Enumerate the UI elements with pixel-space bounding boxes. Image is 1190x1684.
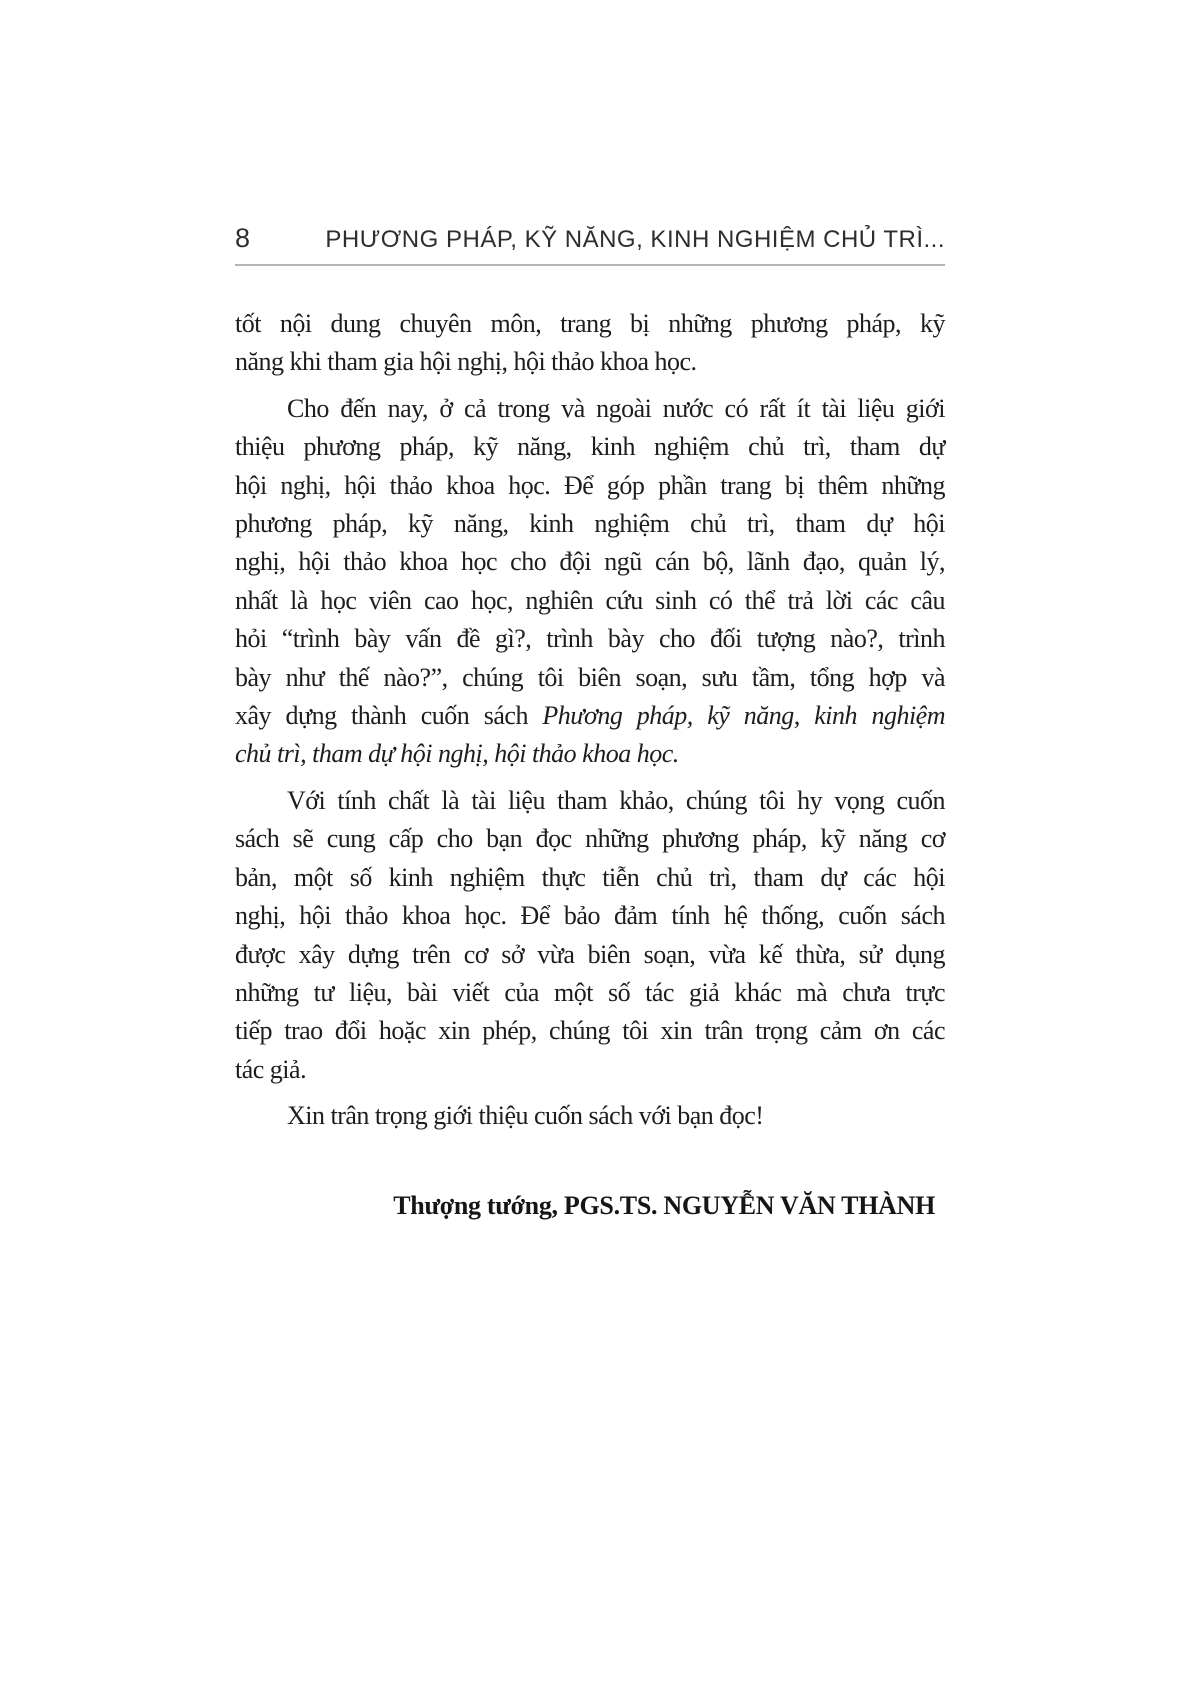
text-segment: nhất là học viên cao học, nghiên cứu sinh có thể trả lời các câu — [235, 585, 945, 615]
paragraph — [235, 1097, 945, 1135]
text-segment: những tư liệu, bài viết của một số tác giả khác mà chưa trực — [235, 977, 945, 1007]
text-segment: bản, một số kinh nghiệm thực tiễn chủ trì, tham dự các hội — [235, 862, 945, 892]
text-line — [235, 467, 945, 505]
text-line — [235, 620, 945, 658]
paragraph — [235, 305, 945, 382]
text-line — [235, 859, 945, 897]
text-line — [235, 390, 945, 428]
text-segment: xây dựng thành cuốn sách — [235, 701, 543, 731]
page-number: 8 — [235, 223, 251, 253]
text-line — [235, 820, 945, 858]
page-body — [235, 305, 945, 1136]
text-line — [235, 543, 945, 581]
text-segment: nghị, hội thảo khoa học cho đội ngũ cán bộ, lãnh đạo, quản lý, — [235, 547, 945, 577]
text-segment: Xin trân trọng giới thiệu cuốn sách với bạn đọc! — [287, 1101, 764, 1131]
text-line — [235, 897, 945, 935]
text-line — [235, 974, 945, 1012]
text-line — [235, 582, 945, 620]
text-line — [235, 936, 945, 974]
paragraph — [235, 390, 945, 774]
text-line — [235, 659, 945, 697]
page-header — [235, 224, 945, 266]
signature: Thượng tướng, PGS.TS. NGUYỄN VĂN THÀNH — [393, 1190, 935, 1220]
text-segment: phương pháp, kỹ năng, kinh nghiệm chủ trì, tham dự hội — [235, 509, 945, 539]
text-line — [235, 1097, 945, 1135]
text-segment: bày như thế nào?”, chúng tôi biên soạn, sưu tầm, tổng hợp và — [235, 662, 945, 692]
text-segment: hội nghị, hội thảo khoa học. Để góp phần trang bị thêm những — [235, 470, 945, 500]
text-line — [235, 782, 945, 820]
paragraph — [235, 782, 945, 1089]
text-segment: nghị, hội thảo khoa học. Để bảo đảm tính hệ thống, cuốn sách — [235, 901, 945, 931]
text-segment: tác giả. — [235, 1054, 307, 1084]
text-line — [235, 428, 945, 466]
text-segment: Cho đến nay, ở cả trong và ngoài nước có rất ít tài liệu giới — [287, 393, 945, 423]
running-title: PHƯƠNG PHÁP, KỸ NĂNG, KINH NGHIỆM CHỦ TRÌ... — [325, 226, 945, 253]
text-segment: hỏi “trình bày vấn đề gì?, trình bày cho đối tượng nào?, trình — [235, 624, 945, 654]
text-segment: Với tính chất là tài liệu tham khảo, chúng tôi hy vọng cuốn — [287, 785, 945, 815]
text-segment: sách sẽ cung cấp cho bạn đọc những phương pháp, kỹ năng cơ — [235, 824, 945, 854]
text-segment: tiếp trao đổi hoặc xin phép, chúng tôi xin trân trọng cảm ơn các — [235, 1016, 945, 1046]
page-content — [235, 224, 945, 1221]
text-line — [235, 305, 945, 343]
text-segment: tốt nội dung chuyên môn, trang bị những phương pháp, kỹ — [235, 309, 945, 338]
text-segment: thiệu phương pháp, kỹ năng, kinh nghiệm chủ trì, tham dự — [235, 432, 945, 462]
text-line — [235, 735, 945, 773]
book-title-italic: chủ trì, tham dự hội nghị, hội thảo khoa học. — [235, 739, 679, 769]
text-line — [235, 1051, 945, 1089]
text-segment: năng khi tham gia hội nghị, hội thảo khoa học. — [235, 347, 697, 377]
text-line — [235, 697, 945, 735]
text-line — [235, 505, 945, 543]
text-line — [235, 343, 945, 381]
book-title-italic: Phương pháp, kỹ năng, kinh nghiệm — [542, 701, 945, 731]
text-line — [235, 1012, 945, 1050]
text-segment: được xây dựng trên cơ sở vừa biên soạn, vừa kế thừa, sử dụng — [235, 939, 945, 969]
